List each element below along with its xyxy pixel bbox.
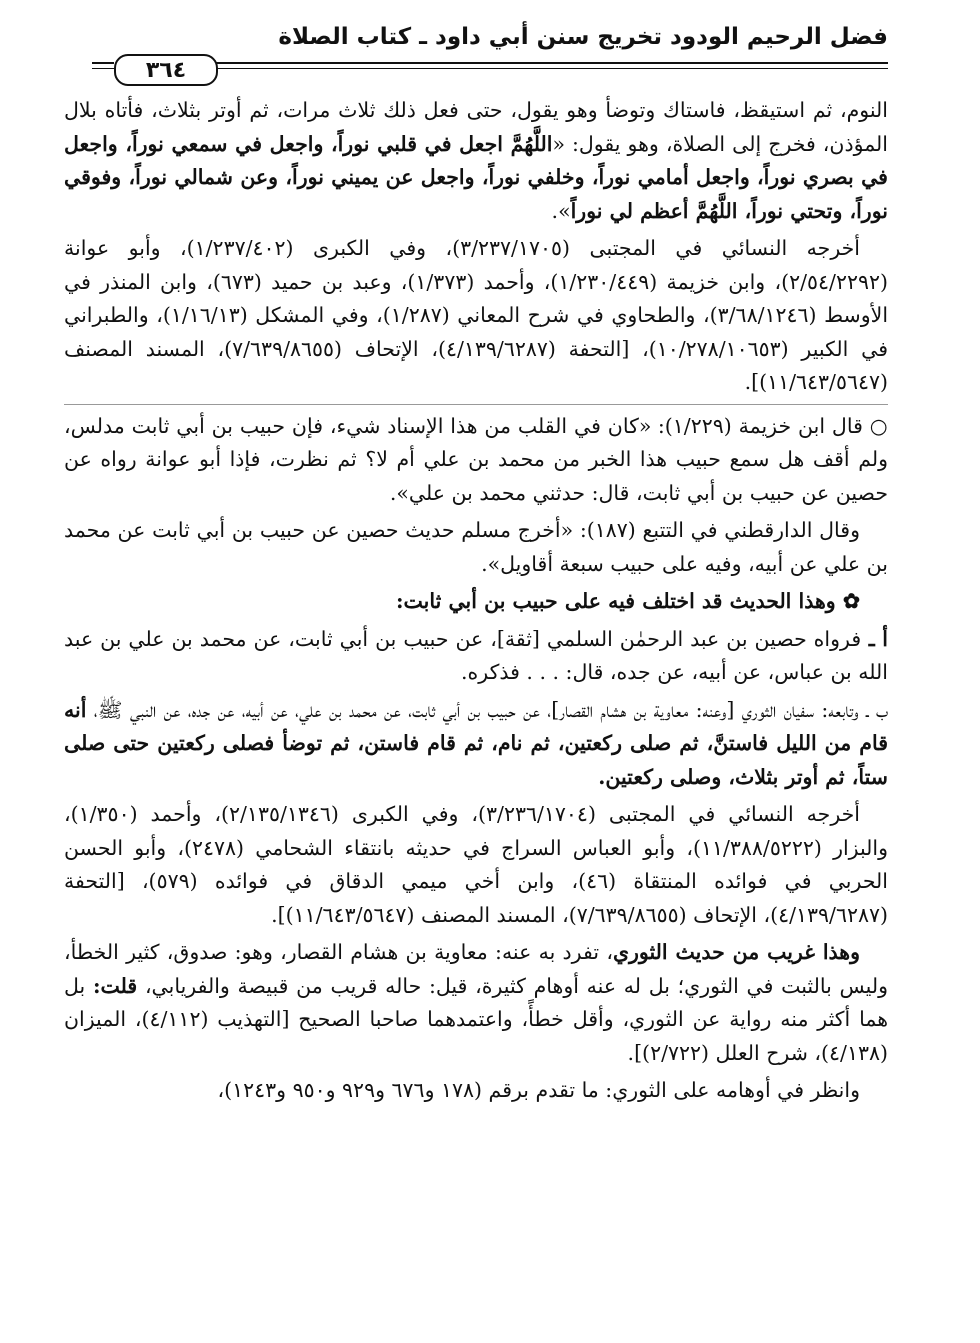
body-paragraph xyxy=(64,585,888,619)
header-rule-left-thin xyxy=(92,68,114,69)
text-segment: أخرجه النسائي في المجتبى (٣/٢٣٧/١٧٠٥)، وفي الكبرى (١/٢٣٧/٤٠٢)، وأبو عوانة (٢/٥٤/٢٢٩٢)، وابن خزيمة (١/٢٣٠/٤٤٩)، وأحمد (١/٣٧٣)، وعبد بن حميد (٦٧٣)، وابن المنذر في الأوسط (٣/٦٨/١٢٤٦)، والطحاوي في شرح المعاني (١/٢٨٧)، وفي المشكل (١/١٦/١٣)، والطبراني في الكبير (١٠/٢٧٨/١٠٦٥٣)، [التحفة (٤/١٣٩/٦٢٨٧)، الإتحاف (٧/٦٣٩/٨٦٥٥)، المسند المصنف (١١/٦٤٣/٥٦٤٧)]. xyxy=(64,236,889,394)
text-segment: فرواه حصين بن عبد الرحمٰن السلمي [ثقة]، عن حبيب بن أبي ثابت، عن محمد بن علي بن عبد الله بن عباس، عن أبيه، عن جده، قال: . . . فذكره. xyxy=(64,626,888,684)
header-rule-right-thin xyxy=(216,68,888,69)
bold-text-segment: اللَّهُمَّ اجعل في قلبي نوراً، واجعل في سمعي نوراً، واجعل في بصري نوراً، واجعل أمامي نوراً، وخلفي نوراً، واجعل عن يميني نوراً، وعن شمالي نوراً، وفوقي نوراً، وتحتي نوراً، اللَّهُمَّ أعظم لي نوراً xyxy=(64,131,888,223)
text-segment: ». xyxy=(551,198,571,223)
running-header-title: فضل الرحيم الودود تخريج سنن أبي داود ـ كتاب الصلاة xyxy=(278,24,888,50)
body-paragraph xyxy=(64,623,888,690)
body-paragraph xyxy=(64,94,888,228)
bold-text-segment: ✿ وهذا الحديث قد اختلف فيه على حبيب بن أبي ثابت: xyxy=(395,589,860,613)
body-paragraph xyxy=(64,410,888,511)
text-segment: النوم، ثم استيقظ، فاستاك وتوضأ وهو يقول، حتى فعل ذلك ثلاث مرات، ثم أوتر بثلاث، فأتاه بلال المؤذن، فخرج إلى الصلاة، وهو يقول: « xyxy=(64,98,888,156)
body-paragraph xyxy=(64,1074,888,1108)
text-segment: بل هما أكثر منه رواية عن الثوري، وأقل خطأً، واعتمدهما صاحبا الصحيح [التهذيب (٤/١١٢)، الميزان (٤/١٣٨)، شرح العلل (٢/٧٢٢)]. xyxy=(64,973,888,1065)
bold-text-segment: وهذا غريب من حديث الثوري xyxy=(612,940,861,964)
text-segment: ○ قال ابن خزيمة (١/٢٢٩): «كان في القلب من هذا الإسناد شيء، فإن حبيب بن أبي ثابت مدلس، ولم أقف هل سمع حبيب هذا الخبر من محمد بن علي أم لا؟ ثم نظرت، فإذا أبو عوانة رواه عن حصين عن حبيب بن أبي ثابت، قال: حدثني محمد بن علي». xyxy=(64,413,888,505)
body-paragraph xyxy=(64,514,888,581)
bold-text-segment: أ ـ xyxy=(861,626,888,651)
bold-text-segment: قلت: xyxy=(92,973,138,998)
page-number-badge xyxy=(114,54,218,86)
page-number: ٣٦٤ xyxy=(145,57,187,83)
body-paragraph xyxy=(64,936,888,1070)
header-rule-right xyxy=(216,62,888,64)
body-paragraph xyxy=(64,232,888,400)
text-segment: ، تفرد به عنه: معاوية بن هشام القصار، وهو: صدوق، كثير الخطأ، وليس بالثبت في الثوري؛ بل له عنه أوهام كثيرة، قيل: حاله قريب من قبيصة والفريابي، xyxy=(64,940,888,998)
text-segment: أخرجه النسائي في المجتبى (٣/٢٣٦/١٧٠٤)، وفي الكبرى (٢/١٣٥/١٣٤٦)، وأحمد (١/٣٥٠)، والبزار (١١/٣٨٨/٥٢٢٢)، وأبو العباس السراج في حديثه بانتقاء الشحامي (٢٤٧٨)، وأبو الحسن الحربي في فوائده المنتقاة (٤٦)، وابن أخي ميمي الدقاق في فوائده (٥٧٩)، [التحفة (٤/١٣٩/٦٢٨٧)، الإتحاف (٧/٦٣٩/٨٦٥٥)، المسند المصنف (١١/٦٤٣/٥٦٤٧)]. xyxy=(64,802,889,927)
paragraph-divider xyxy=(64,404,888,405)
bold-text-segment: أنه قام من الليل فاستنَّ، ثم صلى ركعتين، ثم نام، ثم قام فاستن، ثم توضأ فصلى ركعتين حتى صلى ستاً، ثم أوتر بثلاث، وصلى ركعتين. xyxy=(64,697,888,789)
text-segment: ب ـ وتابعه: سفيان الثوري [وعنه: معاوية بن هشام القصار]، عن حبيب بن أبي ثابت، عن محمد بن علي، عن أبيه، عن جده، عن النبي ﷺ، xyxy=(86,697,888,722)
text-segment: وانظر في أوهامه على الثوري: ما تقدم برقم (١٧٨ و٦٧٦ و٩٢٩ و٩٥٠ و١٢٤٣)، xyxy=(217,1078,860,1102)
body-paragraph xyxy=(64,798,888,932)
text-segment: وقال الدارقطني في التتبع (١٨٧): «أخرج مسلم حديث حصين عن حبيب بن أبي ثابت عن محمد بن علي عن أبيه، وفيه على حبيب سبعة أقاويل». xyxy=(64,518,888,576)
header-rule-left xyxy=(92,62,114,64)
page-body xyxy=(64,94,888,1112)
body-paragraph xyxy=(64,694,888,795)
